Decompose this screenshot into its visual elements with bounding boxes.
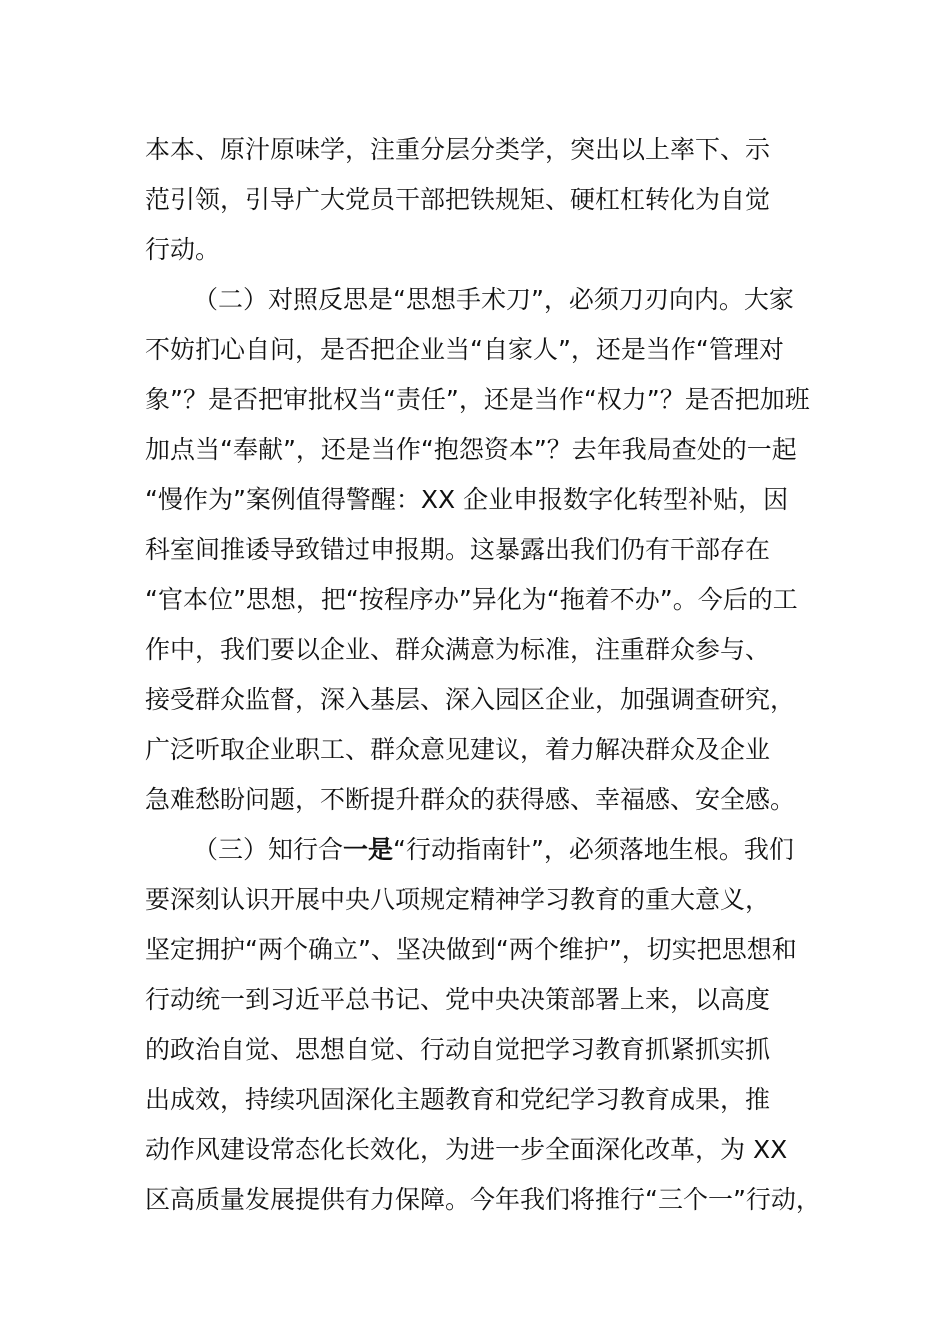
text-line-15 [193,833,794,867]
para3-suffix: “行动指南针”，必须落地生根。我们 [393,835,794,864]
text-line-21: 动作风建设常态化长效化，为进一步全面深化改革，为 XX [145,1135,788,1164]
text-line-16: 要深刻认识开展中央八项规定精神学习教育的重大意义， [145,885,771,914]
text-line-6: 象”？是否把审批权当“责任”，还是当作“权力”？是否把加班 [145,385,810,414]
text-line-19: 的政治自觉、思想自觉、行动自觉把学习教育抓紧抓实抓 [145,1035,771,1064]
text-line-12: 接受群众监督，深入基层、深入园区企业，加强调查研究， [145,685,796,714]
text-line-4: （二）对照反思是“思想手术刀”，必须刀刃向内。大家 [193,285,794,314]
text-line-18: 行动统一到习近平总书记、党中央决策部署上来，以高度 [145,985,771,1014]
text-line-10: “官本位”思想，把“按程序办”异化为“拖着不办”。今后的工 [145,585,798,614]
text-line-5: 不妨扪心自问，是否把企业当“自家人”，还是当作“管理对 [145,335,784,364]
text-line-17: 坚定拥护“两个确立”、坚决做到“两个维护”，切实把思想和 [145,935,797,964]
text-line-13: 广泛听取企业职工、群众意见建议，着力解决群众及企业 [145,735,771,764]
para3-prefix: （三）知行合 [193,835,344,864]
text-line-20: 出成效，持续巩固深化主题教育和党纪学习教育成果，推 [145,1085,771,1114]
text-line-7: 加点当“奉献”，还是当作“抱怨资本”？去年我局查处的一起 [145,435,797,464]
text-line-1: 本本、原汁原味学，注重分层分类学，突出以上率下、示 [145,135,771,164]
text-line-11: 作中，我们要以企业、群众满意为标准，注重群众参与、 [145,635,771,664]
text-line-22: 区高质量发展提供有力保障。今年我们将推行“三个一”行动， [145,1185,821,1214]
para3-bold-term: 一是 [343,835,394,864]
text-line-2: 范引领，引导广大党员干部把铁规矩、硬杠杠转化为自觉 [145,185,771,214]
text-line-8: “慢作为”案例值得警醒：XX 企业申报数字化转型补贴，因 [145,485,789,514]
text-line-9: 科室间推诿导致错过申报期。这暴露出我们仍有干部存在 [145,535,771,564]
text-line-14: 急难愁盼问题，不断提升群众的获得感、幸福感、安全感。 [145,785,796,814]
text-line-3: 行动。 [145,235,221,264]
